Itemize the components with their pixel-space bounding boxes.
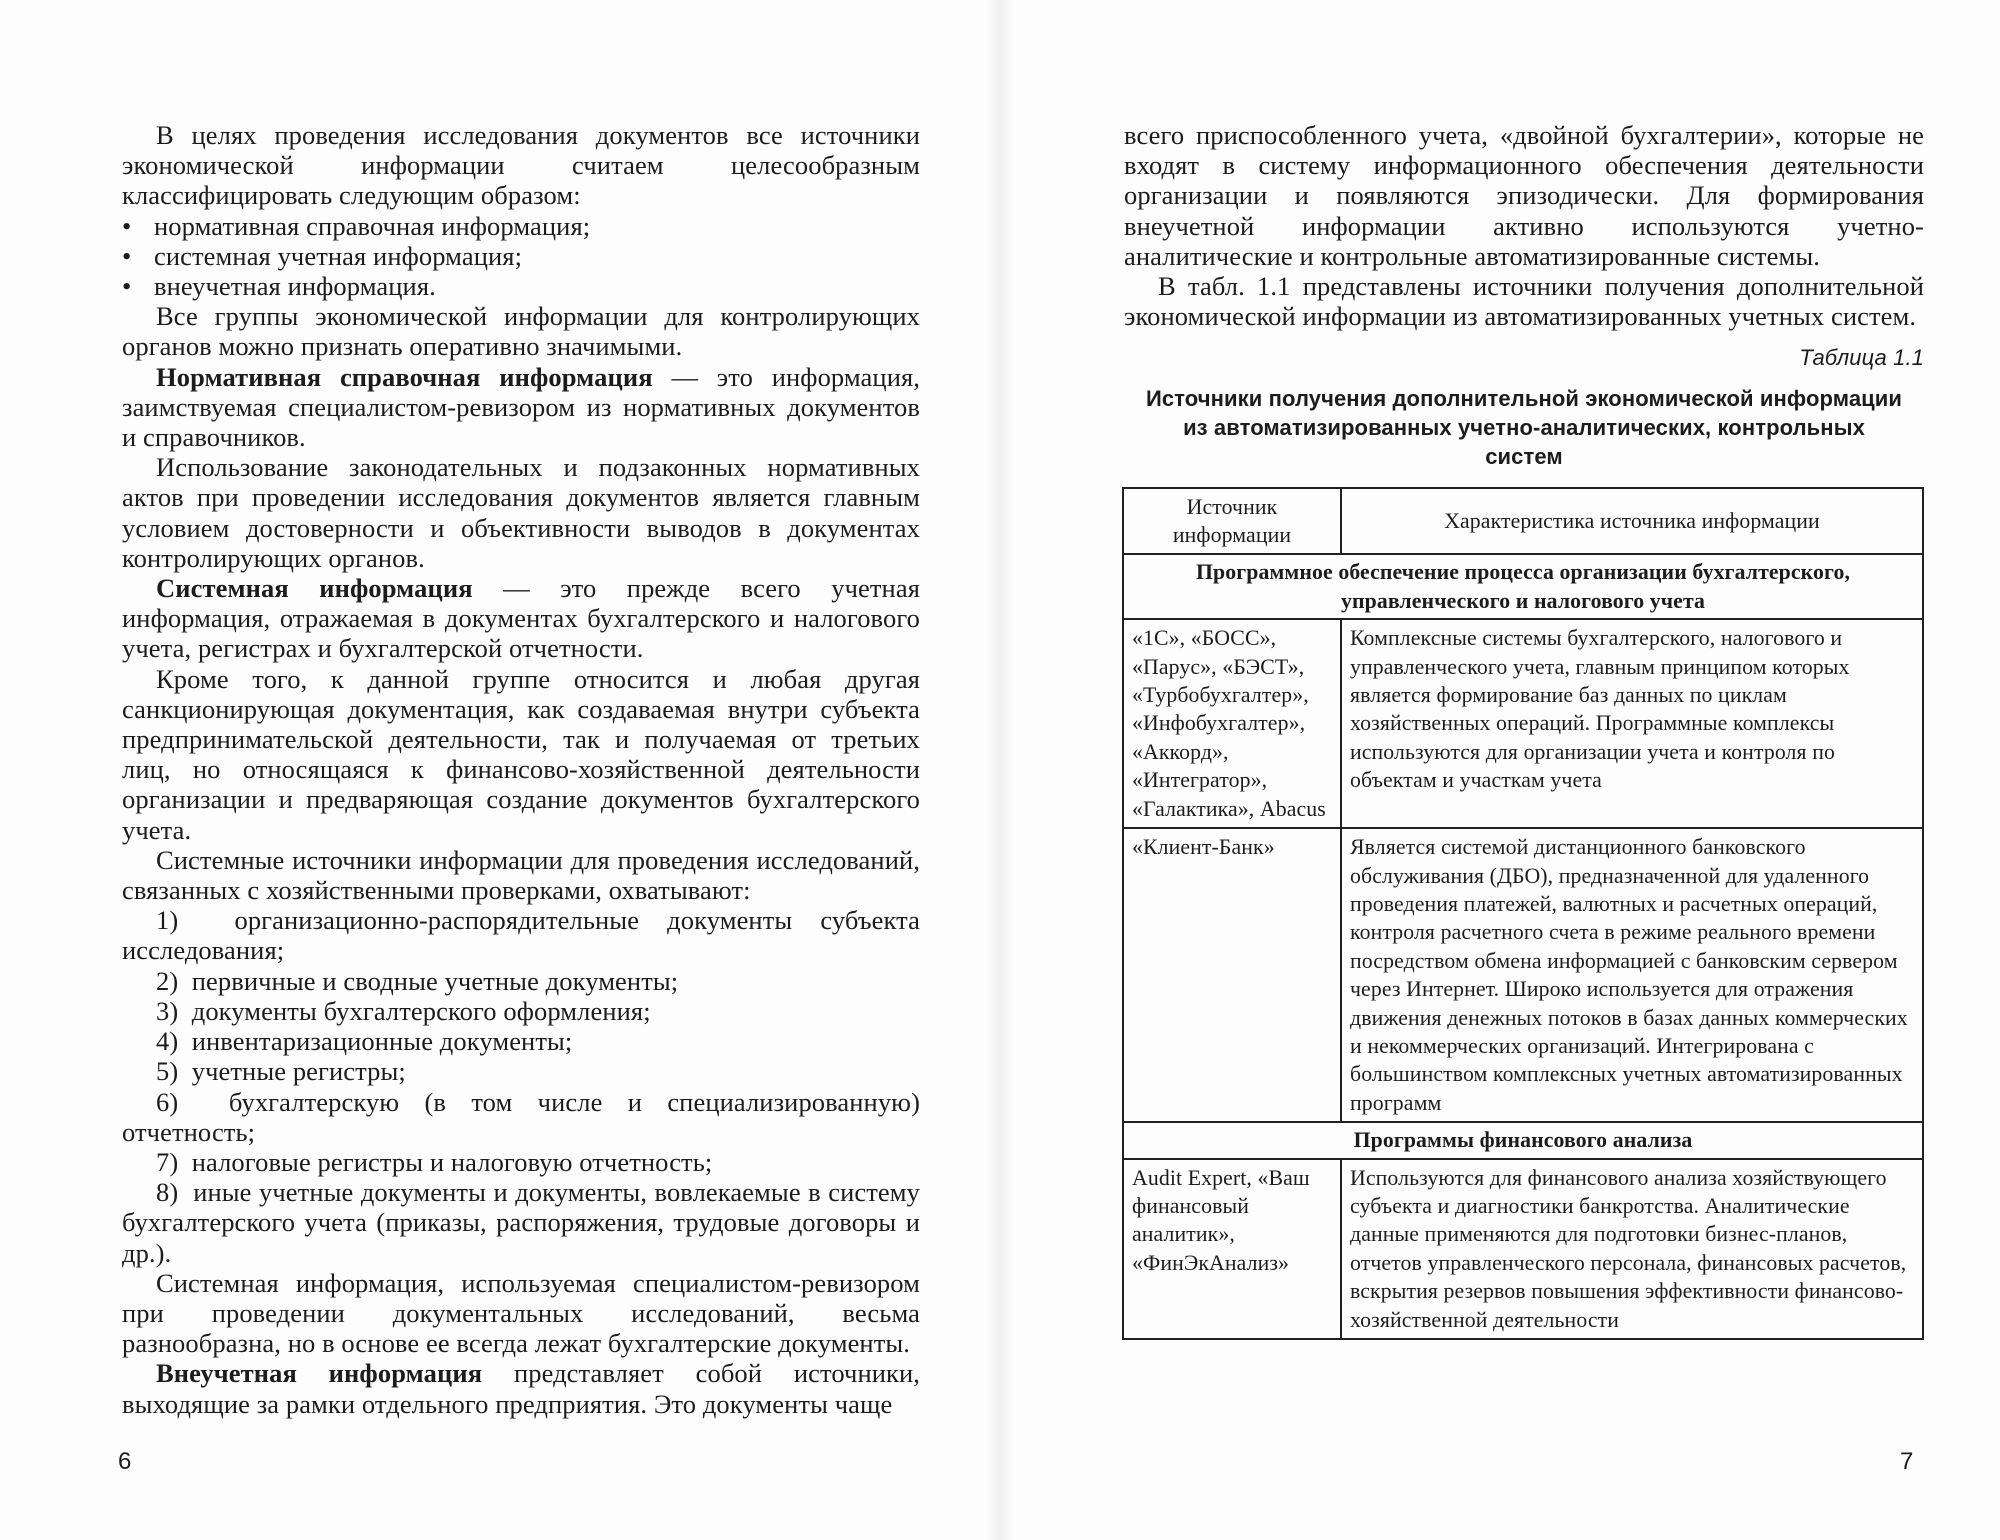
paragraph-intro: В целях проведения исследования документов все источники экономической информации считаем целесообразным классифицировать следующим образом:: [122, 120, 920, 211]
paragraph-continuation: всего приспособленного учета, «двойной бухгалтерии», которые не входят в систему информационного обеспечения деятельности организации и появляются эпизодически. Для формирования внеучетной информации активно используются учетно-аналитические и контрольные автоматизированные системы.: [1124, 120, 1924, 271]
bullet-icon: •: [122, 240, 132, 271]
paragraph-external: Внеучетная информация представляет собой источники, выходящие за рамки отдельного предприятия. Это документы чаще: [122, 1358, 920, 1419]
numbered-item: 5) учетные регистры;: [156, 1056, 406, 1087]
paragraph-groups: Все группы экономической информации для контролирующих органов можно признать оперативно значимыми.: [122, 301, 920, 362]
paragraph-sources: Системные источники информации для проведения исследований, связанных с хозяйственными проверками, охватывают:: [122, 844, 920, 906]
paragraph-normative: Нормативная справочная информация — это информация, заимствуемая специалистом-ревизором из нормативных документов и справочников.: [122, 361, 920, 453]
numbered-item: 6) бухгалтерскую (в том числе и специализированную) отчетность;: [122, 1086, 920, 1147]
table-label: Таблица 1.1: [1799, 345, 1924, 371]
page-number-right: 7: [1900, 1448, 1914, 1475]
bullet-item: • системная учетная информация;: [122, 240, 523, 271]
table-row: [1123, 1159, 1923, 1339]
table-header-cell: Источник информации: [1123, 488, 1341, 555]
table-section-title: Программное обеспечение процесса организации бухгалтерского, управленческого и налогового учета: [1123, 554, 1923, 619]
term-normative: Нормативная справочная информация: [156, 361, 653, 392]
bullet-icon: •: [122, 271, 132, 302]
paragraph-sysinfo: Системная информация, используемая специалистом-ревизором при проведении документальных исследований, весьма разнообразна, но в основе ее всегда лежат бухгалтерские документы.: [122, 1267, 920, 1359]
numbered-item: 3) документы бухгалтерского оформления;: [156, 995, 651, 1026]
table-cell-source: «1С», «БОСС», «Парус», «БЭСТ», «Турбобухгалтер», «Инфобухгалтер», «Аккорд», «Интегратор», «Галактика», Abacus: [1123, 619, 1341, 828]
page-number-left: 6: [118, 1448, 132, 1475]
table-cell-source: Audit Expert, «Ваш финансовый аналитик», «ФинЭкАнализ»: [1123, 1159, 1341, 1339]
table-row: [1123, 828, 1923, 1122]
table-title: Источники получения дополнительной экономической информации из автоматизированных учетно-аналитических, контрольных систем: [1145, 385, 1903, 469]
table-cell-source: «Клиент-Банк»: [1123, 828, 1341, 1122]
numbered-item: 8) иные учетные документы и документы, вовлекаемые в систему бухгалтерского учета (приказы, распоряжения, трудовые договоры и др.).: [122, 1177, 920, 1268]
right-page-text: [1124, 120, 1924, 1340]
term-system: Системная информация: [156, 573, 473, 604]
paragraph-table-ref: В табл. 1.1 представлены источники получения дополнительной экономической информации из автоматизированных учетных систем.: [1124, 271, 1924, 332]
sources-table: [1122, 487, 1924, 1340]
table-cell-description: Используются для финансового анализа хозяйствующего субъекта и диагностики банкротства. Аналитические данные применяются для подготовки бизнес-планов, отчетов управленческого персонала, финансовых расчетов, вскрытия резервов повышения эффективности финансово-хозяйственной деятельности: [1341, 1159, 1923, 1339]
numbered-item: 1) организационно-распорядительные документы субъекта исследования;: [122, 905, 920, 966]
table-row: [1123, 619, 1923, 828]
right-page: [1000, 0, 2000, 1540]
table-cell-description: Является системой дистанционного банковского обслуживания (ДБО), предназначенной для удаленного проведения платежей, валютных и расчетных операций, контроля расчетного счета в режиме реального времени посредством обмена информацией с банковским сервером через Интернет. Широко используется для отражения движения денежных потоков в базах данных коммерческих и некоммерческих организаций. Интегрирована с большинством комплексных учетных автоматизированных программ: [1341, 828, 1923, 1122]
table-section-row: [1123, 1122, 1923, 1158]
table-header-row: [1123, 488, 1923, 555]
bullet-item: • внеучетная информация.: [122, 271, 436, 302]
bullet-icon: •: [122, 210, 132, 241]
paragraph-usage: Использование законодательных и подзаконных нормативных актов при проведении исследования документов является главным условием достоверности и объективности выводов в документах контролирующих органов.: [122, 452, 920, 573]
left-page-text: [122, 120, 920, 1419]
table-cell-description: Комплексные системы бухгалтерского, налогового и управленческого учета, главным принципом которых является формирование баз данных по циклам хозяйственных операций. Программные комплексы используются для организации учета и контроля по объектам и участкам учета: [1341, 619, 1923, 828]
table-section-title: Программы финансового анализа: [1123, 1122, 1923, 1158]
numbered-item: 7) налоговые регистры и налоговую отчетность;: [156, 1146, 713, 1177]
table-section-row: [1123, 554, 1923, 619]
numbered-item: 2) первичные и сводные учетные документы;: [156, 965, 679, 996]
paragraph-besides: Кроме того, к данной группе относится и любая другая санкционирующая документация, как создаваемая внутри субъекта предпринимательской деятельности, так и получаемая от третьих лиц, но относящаяся к финансово-хозяйственной деятельности организации и предваряющая создание документов бухгалтерского учета.: [122, 663, 920, 845]
bullet-item: • нормативная справочная информация;: [122, 210, 591, 241]
term-external: Внеучетная информация: [156, 1358, 483, 1389]
table-header-cell: Характеристика источника информации: [1341, 488, 1923, 555]
paragraph-system: Системная информация — это прежде всего учетная информация, отражаемая в документах бухгалтерского и налогового учета, регистрах и бухгалтерской отчетности.: [122, 573, 920, 664]
numbered-item: 4) инвентаризационные документы;: [156, 1026, 573, 1057]
